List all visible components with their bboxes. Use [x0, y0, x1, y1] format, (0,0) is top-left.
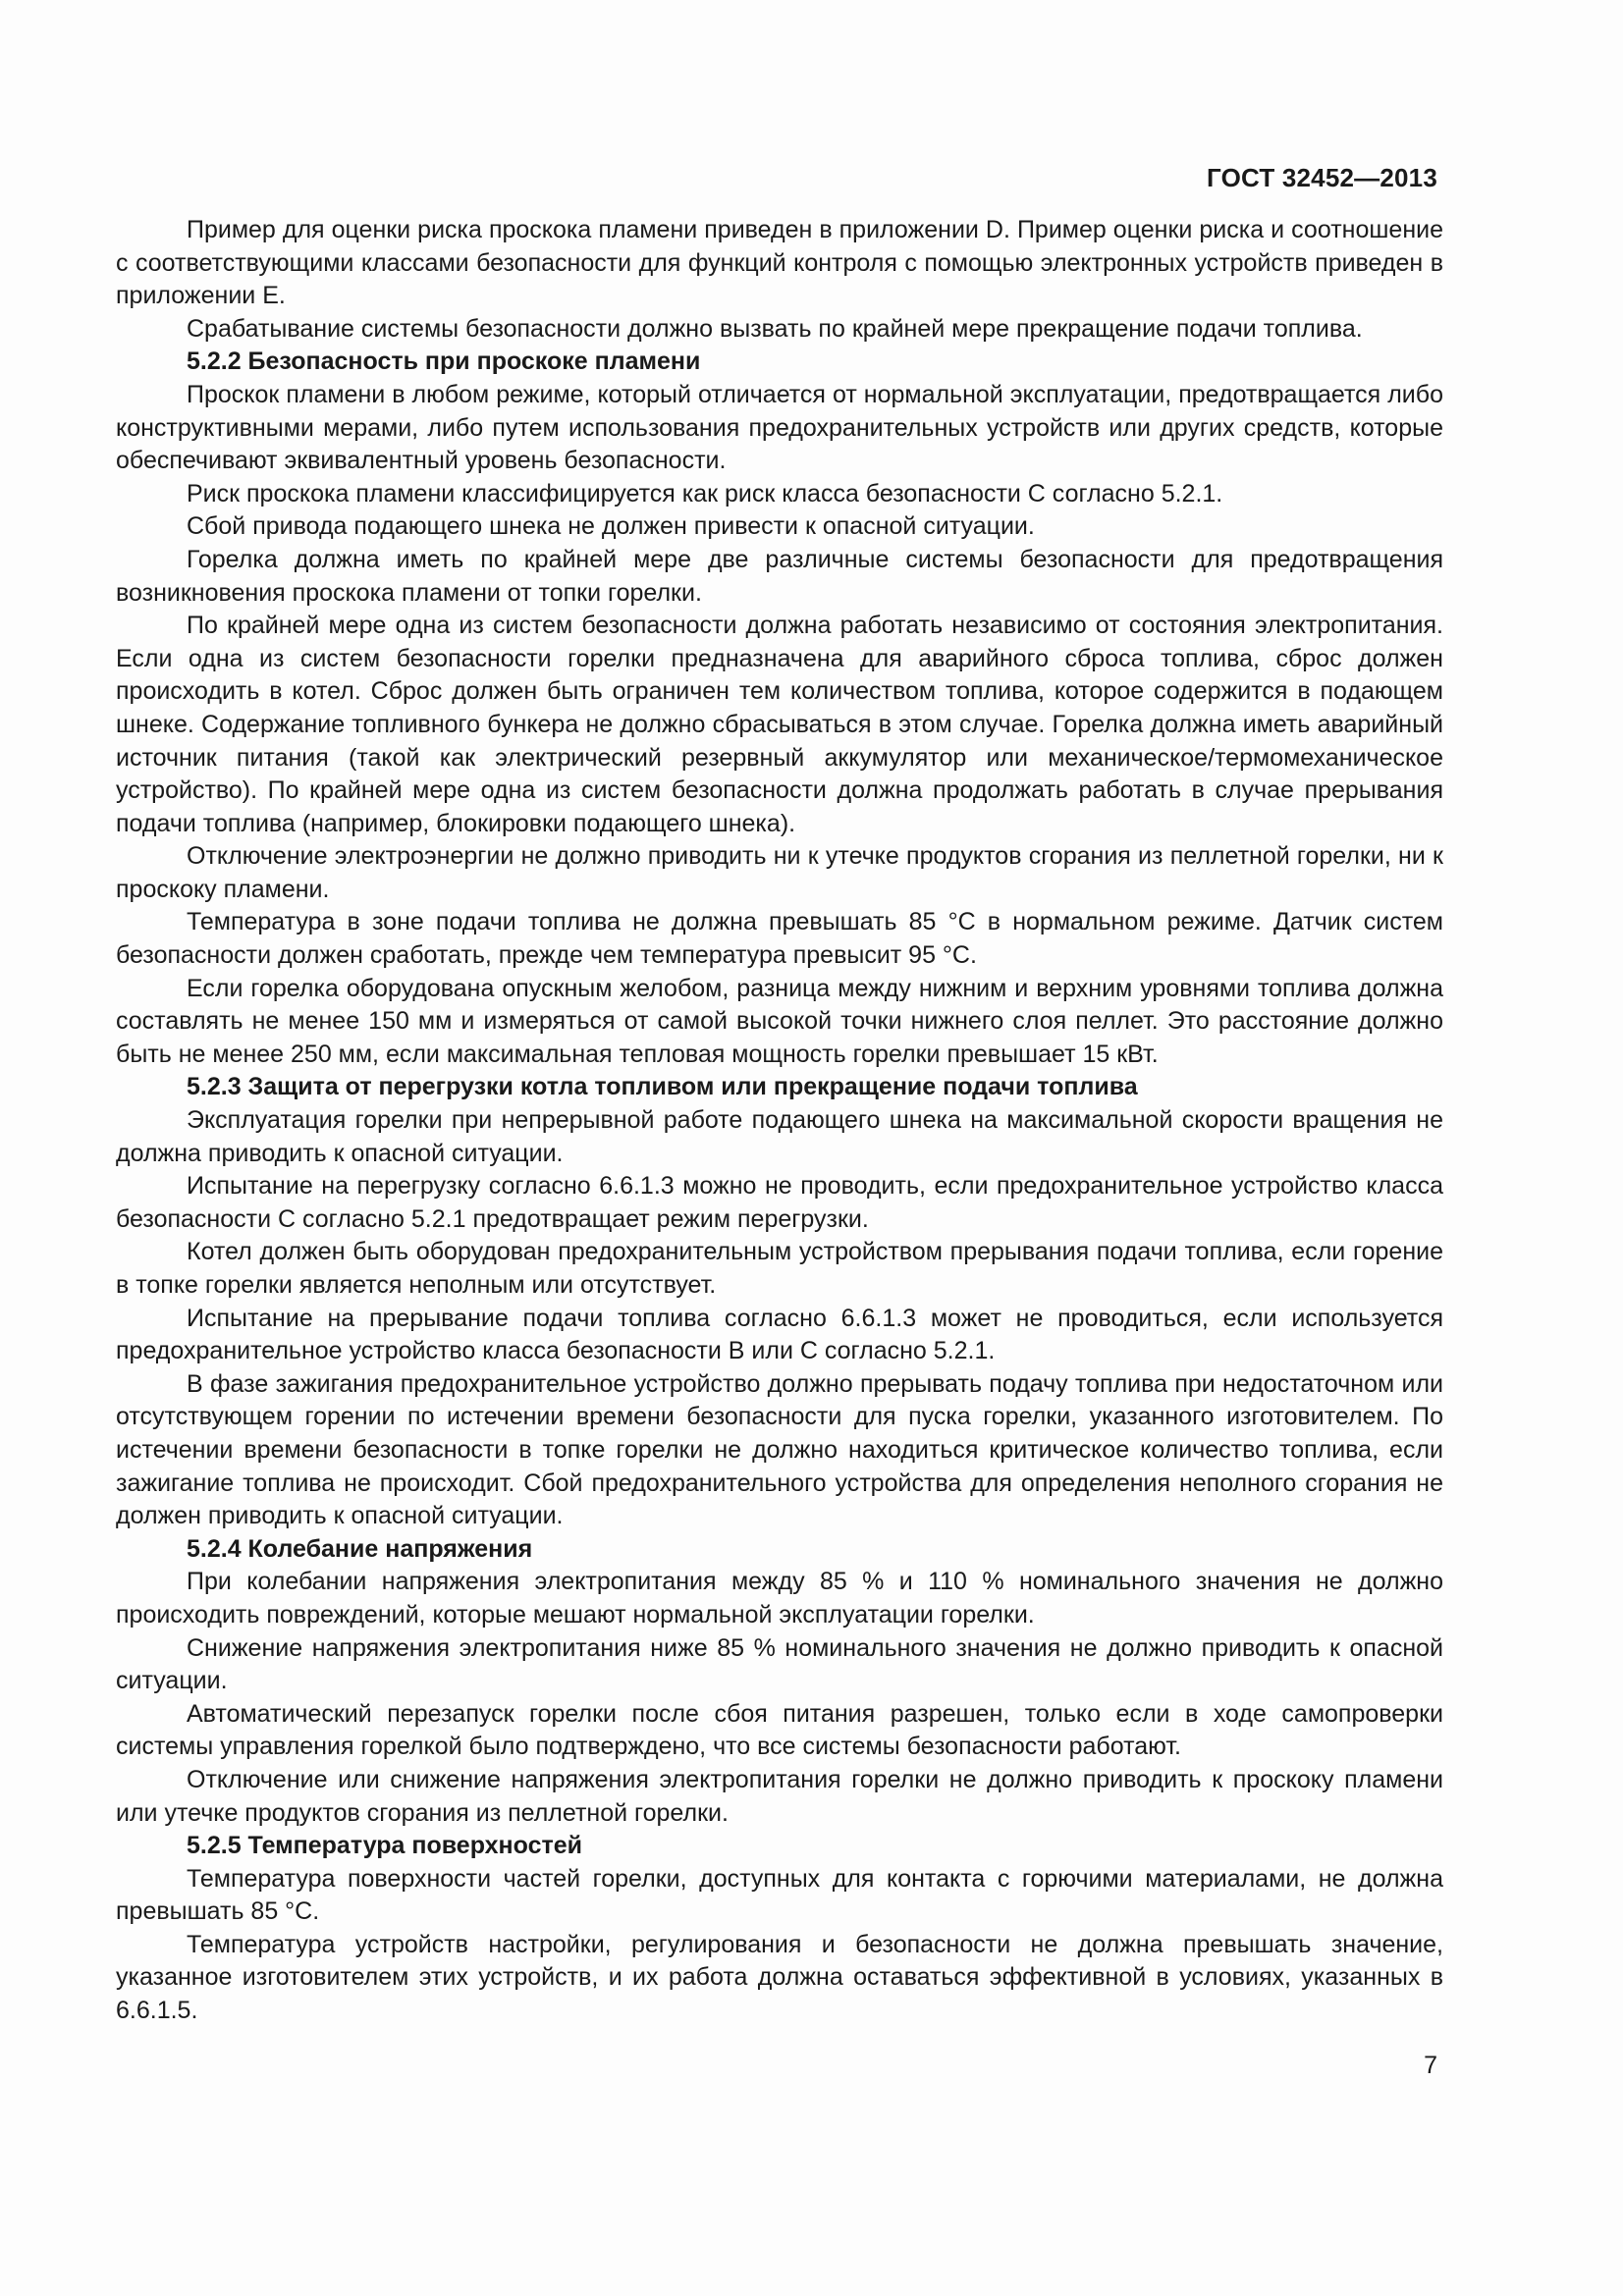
paragraph: Риск проскока пламени классифицируется как риск класса безопасности С согласно 5.2.1. — [187, 479, 1223, 507]
paragraph: Испытание на перегрузку согласно 6.6.1.3 можно не проводить, если предохранительное устройство класса безопасности С согласно 5.2.1 предотвращает режим перегрузки. — [116, 1172, 1443, 1233]
paragraph: В фазе зажигания предохранительное устройство должно прерывать подачу топлива при недостаточном или отсутствующем горении по истечении времени безопасности для пуска горелки, указанного изготовителем. По истечении времени безопасности в топке горелки не должно находиться критическое количество топлива, если зажигание топлива не происходит. Сбой предохранительного устройства для определения неполного сгорания не должен приводить к опасной ситуации. — [116, 1369, 1443, 1530]
paragraph: Температура поверхности частей горелки, доступных для контакта с горючими материалами, не должна превышать 85 °С. — [116, 1864, 1443, 1926]
page-number: 7 — [1424, 2052, 1437, 2079]
paragraph: Отключение электроэнергии не должно приводить ни к утечке продуктов сгорания из пеллетной горелки, ни к проскоку пламени. — [116, 842, 1443, 903]
paragraph: Котел должен быть оборудован предохранительным устройством прерывания подачи топлива, если горение в топке горелки является неполным или отсутствует. — [116, 1238, 1443, 1299]
paragraph: При колебании напряжения электропитания между 85 % и 110 % номинального значения не должно происходить повреждений, которые мешают нормальной эксплуатации горелки. — [116, 1568, 1443, 1629]
paragraph: Горелка должна иметь по крайней мере две различные системы безопасности для предотвращения возникновения проскока пламени от топки горелки. — [116, 545, 1443, 607]
paragraph: Эксплуатация горелки при непрерывной работе подающего шнека на максимальной скорости вращения не должна приводить к опасной ситуации. — [116, 1106, 1443, 1167]
paragraph: Температура в зоне подачи топлива не должна превышать 85 °С в нормальном режиме. Датчик систем безопасности должен сработать, прежде чем температура превысит 95 °С. — [116, 908, 1443, 970]
paragraph: Испытание на прерывание подачи топлива согласно 6.6.1.3 может не проводиться, если используется предохранительное устройство класса безопасности В или С согласно 5.2.1. — [116, 1304, 1443, 1365]
section-heading-5-2-3: 5.2.3 Защита от перегрузки котла топливом или прекращение подачи топлива — [187, 1073, 1138, 1101]
section-heading-5-2-4: 5.2.4 Колебание напряжения — [187, 1534, 533, 1563]
paragraph: По крайней мере одна из систем безопасности должна работать независимо от состояния электропитания. Если одна из систем безопасности горелки предназначена для аварийного сброса топлива, сброс должен происходить в котел. Сброс должен быть ограничен тем количеством топлива, которое содержится в подающем шнеке. Содержание топливного бункера не должно сбрасываться в этом случае. Горелка должна иметь аварийный источник питания (такой как электрический резервный аккумулятор или механическое/термомеханическое устройство). По крайней мере одна из систем безопасности должна продолжать работать в случае прерывания подачи топлива (например, блокировки подающего шнека). — [116, 612, 1443, 837]
paragraph: Сбой привода подающего шнека не должен привести к опасной ситуации. — [187, 512, 1035, 541]
paragraph: Срабатывание системы безопасности должно вызвать по крайней мере прекращение подачи топлива. — [187, 314, 1363, 343]
paragraph: Снижение напряжения электропитания ниже 85 % номинального значения не должно приводить к опасной ситуации. — [116, 1633, 1443, 1695]
section-heading-5-2-2: 5.2.2 Безопасность при проскоке пламени — [187, 347, 701, 376]
section-heading-5-2-5: 5.2.5 Температура поверхностей — [187, 1832, 583, 1860]
standard-header: ГОСТ 32452—2013 — [1207, 163, 1437, 192]
paragraph: Автоматический перезапуск горелки после сбоя питания разрешен, только если в ходе самопроверки системы управления горелкой было подтверждено, что все системы безопасности работают. — [116, 1699, 1443, 1761]
paragraph: Температура устройств настройки, регулирования и безопасности не должна превышать значение, указанное изготовителем этих устройств, и их работа должна оставаться эффективной в условиях, указанных в 6.6.1.5. — [116, 1930, 1443, 2025]
paragraph: Если горелка оборудована опускным желобом, разница между нижним и верхним уровнями топлива должна составлять не менее 150 мм и измеряться от самой высокой точки нижнего слоя пеллет. Это расстояние должно быть не менее 250 мм, если максимальная тепловая мощность горелки превышает 15 кВт. — [116, 974, 1443, 1068]
paragraph: Пример для оценки риска проскока пламени приведен в приложении D. Пример оценки риска и соотношение с соответствующими классами безопасности для функций контроля с помощью электронных устройств приведен в приложении Е. — [116, 216, 1443, 310]
document-body — [116, 214, 1443, 2028]
paragraph: Отключение или снижение напряжения электропитания горелки не должно приводить к проскоку пламени или утечке продуктов сгорания из пеллетной горелки. — [116, 1765, 1443, 1827]
paragraph: Проскок пламени в любом режиме, который отличается от нормальной эксплуатации, предотвращается либо конструктивными мерами, либо путем использования предохранительных устройств или других средств, которые обеспечивают эквивалентный уровень безопасности. — [116, 380, 1443, 475]
